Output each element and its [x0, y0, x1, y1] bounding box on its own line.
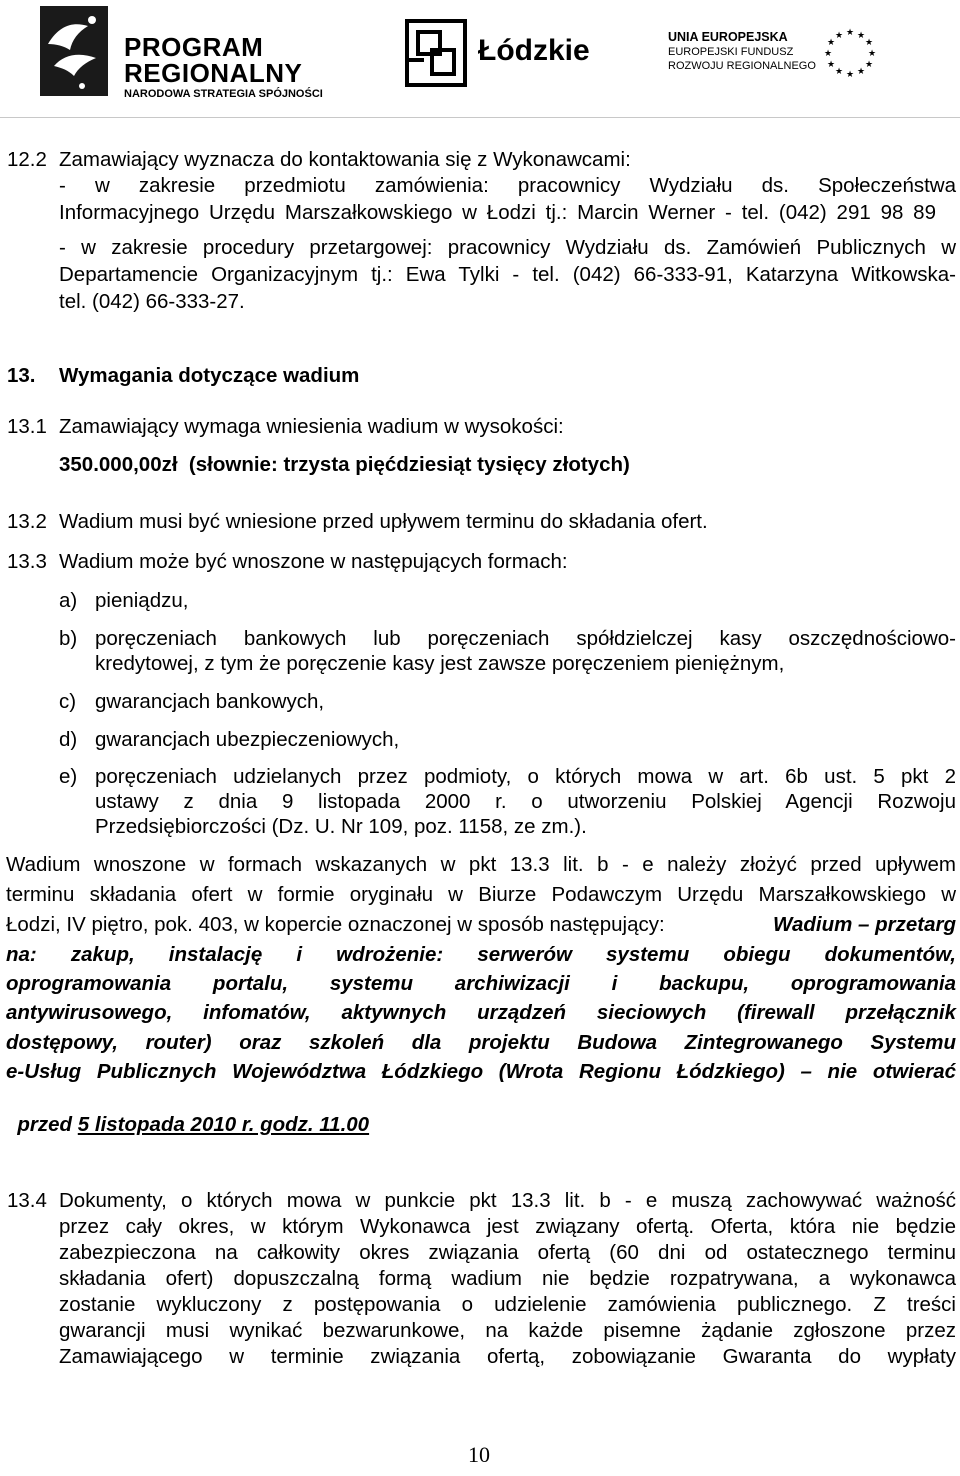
section-12-2-line4: - w zakresie procedury przetargowej: pracownicy Wydziału ds. Zamówień Publicznych w	[59, 236, 956, 259]
section-13-3-text: Wadium może być wnoszone w następujących formach:	[59, 550, 568, 573]
page-number: 10	[468, 1442, 490, 1467]
section-13-1-number: 13.1	[7, 415, 47, 438]
envelope-label-line5: e-Usług Publicznych Województwa Łódzkiego (Wrota Regionu Łódzkiego) – nie otwierać	[6, 1060, 956, 1083]
envelope-label-start: Wadium – przetarg	[772, 913, 956, 936]
list-label-b: b)	[59, 627, 78, 650]
wadium-para-line2: terminu składania ofert w formie oryginału w Biurze Podawczym Urzędu Marszałkowskiego w	[6, 883, 956, 906]
section-13-2-number: 13.2	[7, 510, 47, 533]
program-logo-line1: PROGRAM	[124, 32, 264, 62]
list-item-c: gwarancjach bankowych,	[95, 690, 325, 713]
deadline-date: 5 listopada 2010 r. godz. 11.00	[77, 1113, 370, 1136]
section-13-4-line1: Dokumenty, o których mowa w punkcie pkt 13.3 lit. b - e muszą zachowywać ważność	[59, 1189, 956, 1212]
svg-text:★: ★	[864, 38, 874, 48]
svg-text:★: ★	[864, 60, 874, 70]
eu-logo-line3: ROZWOJU REGIONALNEGO	[668, 60, 816, 72]
list-item-e-line2: ustawy z dnia 9 listopada 2000 r. o utworzeniu Polskiej Agencji Rozwoju	[95, 790, 956, 813]
envelope-label-line4: dostępowy, router) oraz szkoleń dla projektu Budowa Zintegrowanego Systemu	[6, 1031, 956, 1054]
program-logo-line2: REGIONALNY	[124, 58, 303, 88]
list-item-b-line2: kredytowej, z tym że poręczenie kasy jest zawsze poręczeniem pieniężnym,	[95, 652, 785, 675]
program-regionalny-emblem-icon	[34, 4, 114, 100]
section-12-2-line1: Zamawiający wyznacza do kontaktowania się z Wykonawcami:	[59, 148, 631, 171]
deadline-prefix: przed	[17, 1113, 78, 1136]
section-13-1-text: Zamawiający wymaga wniesienia wadium w wysokości:	[59, 415, 564, 438]
envelope-label-line3: antywirusowego, infomatów, aktywnych urządzeń sieciowych (firewall przełącznik	[6, 1001, 956, 1024]
wadium-para-line3	[6, 913, 956, 937]
list-item-e-line3: Przedsiębiorczości (Dz. U. Nr 109, poz. 1158, ze zm.).	[95, 815, 587, 838]
section-12-2-line6: tel. (042) 66-333-27.	[59, 290, 245, 313]
eu-logo	[668, 24, 918, 94]
list-item-a: pieniądzu,	[95, 589, 189, 612]
svg-text:★: ★	[834, 31, 844, 41]
svg-text:★: ★	[856, 31, 866, 41]
section-13-2-text: Wadium musi być wniesione przed upływem terminu do składania ofert.	[59, 510, 708, 533]
svg-text:★: ★	[867, 49, 877, 59]
section-13-title: Wymagania dotyczące wadium	[59, 364, 360, 387]
section-12-2-line2: - w zakresie przedmiotu zamówienia: pracownicy Wydziału ds. Społeczeństwa	[59, 174, 956, 197]
header-divider	[0, 117, 960, 118]
section-12-2-line3: Informacyjnego Urzędu Marszałkowskiego w Łodzi tj.: Marcin Werner - tel. (042) 291 98 89	[59, 201, 936, 224]
section-13-4-line5: zostanie wykluczony z postępowania o udzielenie zamówienia publicznego. Z treści	[59, 1293, 956, 1316]
eu-logo-line2: EUROPEJSKI FUNDUSZ	[668, 46, 794, 58]
list-label-d: d)	[59, 728, 78, 751]
section-12-2-number: 12.2	[7, 148, 47, 171]
list-label-e: e)	[59, 765, 78, 788]
section-13-4-line7: Zamawiającego w terminie związania ofertą, zobowiązanie Gwaranta do wypłaty	[59, 1345, 956, 1368]
section-13-4-number: 13.4	[7, 1189, 47, 1212]
section-13-4-line6: gwarancji musi wynikać bezwarunkowe, na każde pisemne żądanie zgłoszone przez	[59, 1319, 956, 1342]
section-13-4-line2: przez cały okres, w którym Wykonawca jest związany ofertą. Oferta, która nie będzie	[59, 1215, 956, 1238]
list-item-b-line1: poręczeniach bankowych lub poręczeniach spółdzielczej kasy oszczędnościowo-	[95, 627, 956, 650]
eu-logo-line1: UNIA EUROPEJSKA	[668, 30, 788, 44]
envelope-label-line2: oprogramowania portalu, systemu archiwizacji i backupu, oprogramowania	[6, 972, 956, 995]
wadium-para-line3-text: Łodzi, IV piętro, pok. 403, w kopercie oznaczonej w sposób następujący:	[6, 913, 671, 936]
section-13-number: 13.	[7, 364, 36, 387]
program-logo-line3: NARODOWA STRATEGIA SPÓJNOŚCI	[124, 88, 323, 100]
svg-text:★: ★	[856, 67, 866, 77]
lodzkie-emblem-icon	[404, 18, 468, 88]
wadium-para-line1: Wadium wnoszone w formach wskazanych w pkt 13.3 lit. b - e należy złożyć przed upływem	[6, 853, 956, 876]
section-13-3-number: 13.3	[7, 550, 47, 573]
svg-text:★: ★	[823, 49, 833, 59]
svg-text:★: ★	[845, 28, 855, 38]
svg-text:★: ★	[834, 67, 844, 77]
list-label-a: a)	[59, 589, 78, 612]
section-12-2-line5: Departamencie Organizacyjnym tj.: Ewa Tylki - tel. (042) 66-333-91, Katarzyna Witkowska-	[59, 263, 956, 286]
envelope-label-line1: na: zakup, instalację i wdrożenie: serwerów systemu obiegu dokumentów,	[6, 943, 956, 966]
section-13-4-line3: zabezpieczona na całkowity okres związania ofertą (60 dni od ostatecznego terminu	[59, 1241, 956, 1264]
section-13-4-line4: składania ofert) dopuszczalną formą wadium nie będzie rozpatrywana, a wykonawca	[59, 1267, 956, 1290]
svg-text:★: ★	[826, 60, 836, 70]
envelope-label-line6	[6, 1089, 369, 1137]
svg-text:★: ★	[845, 70, 855, 80]
svg-text:★: ★	[826, 38, 836, 48]
list-item-d: gwarancjach ubezpieczeniowych,	[95, 728, 400, 751]
list-label-c: c)	[59, 690, 77, 713]
lodzkie-logo	[404, 18, 590, 98]
list-item-e-line1: poręczeniach udzielanych przez podmioty, o których mowa w art. 6b ust. 5 pkt 2	[95, 765, 956, 788]
region-name: Łódzkie	[478, 34, 590, 67]
wadium-amount: 350.000,00zł (słownie: trzysta pięćdziesiąt tysięcy złotych)	[59, 453, 630, 476]
eu-stars-flag-icon	[818, 24, 882, 82]
program-regionalny-logo	[34, 4, 364, 104]
